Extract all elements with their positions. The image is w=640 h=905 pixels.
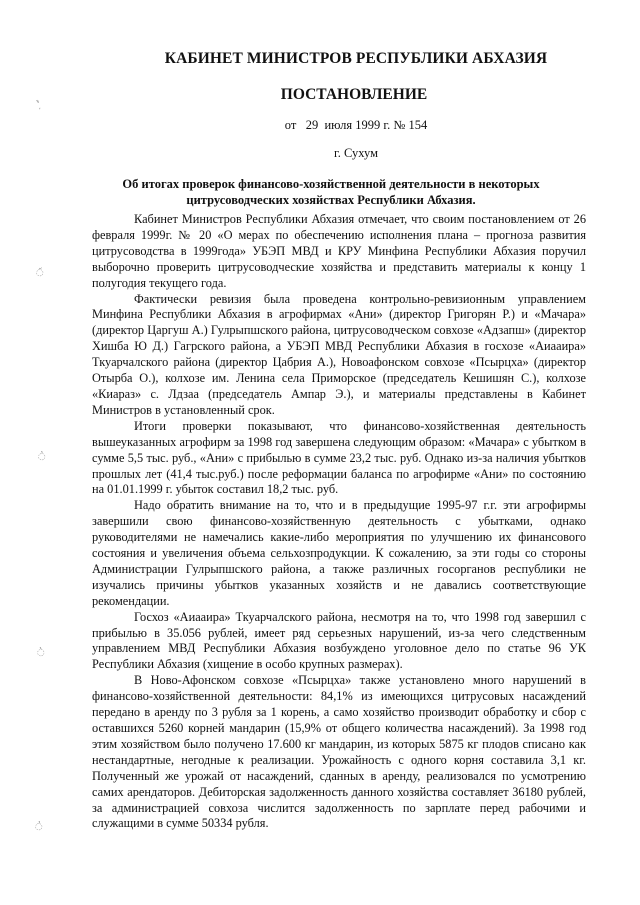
body-paragraph: Надо обратить внимание на то, что и в предыдущие 1995-97 г.г. эти агрофирмы завершили свою финансово-хозяйственную деятельность с убытками, однако руководителями не намечались какие-либо мероприятия по улучшению их финансового состояния и увеличения объема сельхозпродукции. К сожалению, за эти годы со стороны Администрации Гулрыпшского района, а также различных госорганов республики не изучались причины убытков указанных хозяйств и не давались соответствующие рекомендации. [92, 498, 586, 608]
document-subject: Об итогах проверок финансово-хозяйственной деятельности в некоторых цитрусоводческих хозяйствах Республики Абхазия. [122, 177, 540, 207]
document-body [92, 212, 586, 832]
body-paragraph: Госхоз «Аиааира» Ткуарчалского района, несмотря на то, что 1998 год завершил с прибылью в 35.056 рублей, имеет ряд серьезных нарушений, из-за чего следственным управлением МВД Республики Абхазия возбуждено уголовное дело по статье 96 УК Республики Абхазия (хищение в особо крупных размерах). [92, 609, 586, 672]
document-date-number: от 29 июля 1999 г. № 154 [284, 118, 428, 132]
body-paragraph: Фактически ревизия была проведена контрольно-ревизионным управлением Минфина Республики Абхазия в агрофирмах «Ани» (директор Григорян Р.) и «Мачара» (директор Царгуш А.) Гулрыпшского района, цитрусоводческом совхозе «Адзапш» (директор Хишба Ю Д.) Гагрского района, а УБЭП МВД Республики Абхазия в госхозе «Аиааира» Ткуарчалского района (директор Цабрия А.), Новоафонском совхозе «Псырцха» (директор Отырба О.), колхозе им. Ленина села Приморское (председатель Кешишян С.), колхозе «Киараз» с. Лдзаа (председатель Ампар Э.), и материалы представлены в Кабинет Министров в установленный срок. [92, 291, 586, 417]
document-city: г. Сухум [333, 146, 378, 160]
scan-margin-mark: ◌̔ [35, 646, 47, 660]
scan-margin-mark: ◌̓ [36, 450, 48, 464]
body-paragraph: В Ново-Афонском совхозе «Псырцха» также установлено много нарушений в финансово-хозяйственной деятельности: 84,1% из имеющихся цитрусовых насаждений передано в аренду по 3 рубля за 1 корень, а само хозяйство производит обработку и сбор с оставшихся 5260 корней мандарин (15,9% от общего количества насаждений). За 1998 год этим хозяйством было получено 17.600 кг мандарин, из которых 5875 кг плодов списано как нестандартные, негодные к реализации. Урожайность с одного корня составила 3,1 кг. Полученный же урожай от насаждений, сданных в аренду, реализовался по усмотрению самих арендаторов. Дебиторская задолженность данного хозяйства составляет 36180 рублей, за администрацией совхоза числится задолженность по зарплате перед рабочими и служащими в сумме 50334 рубля. [92, 673, 586, 831]
body-paragraph: Кабинет Министров Республики Абхазия отмечает, что своим постановлением от 26 февраля 1999г. № 20 «О мерах по обеспечению исполнения плана – прогноза развития цитрусоводства в 1999года» УБЭП МВД и КРУ Минфина Республики Абхазия поручил выборочно проверить цитрусоводческие хозяйства и представить материалы к концу 1 полугодия текущего года. [92, 212, 586, 290]
body-paragraph: Итоги проверки показывают, что финансово-хозяйственная деятельность вышеуказанных агрофирм за 1998 год завершена следующим образом: «Мачара» с убытком в сумме 5,5 тыс. руб., «Ани» с прибылью в сумме 23,2 тыс. руб. Однако из-за наличия убытков прошлых лет (41,4 тыс.руб.) после реформации баланса по агрофирме «Ани» по состоянию на 01.01.1999 г. убыток составил 18,2 тыс. руб. [92, 418, 586, 497]
scan-margin-mark: ◌̆ [34, 267, 46, 279]
document-type: ПОСТАНОВЛЕНИЕ [280, 86, 428, 103]
scan-margin-mark: ʻ̦̓ [36, 99, 43, 111]
scan-margin-mark: ◌̓ [33, 821, 45, 833]
document-title: КАБИНЕТ МИНИСТРОВ РЕСПУБЛИКИ АБХАЗИЯ [164, 50, 548, 67]
